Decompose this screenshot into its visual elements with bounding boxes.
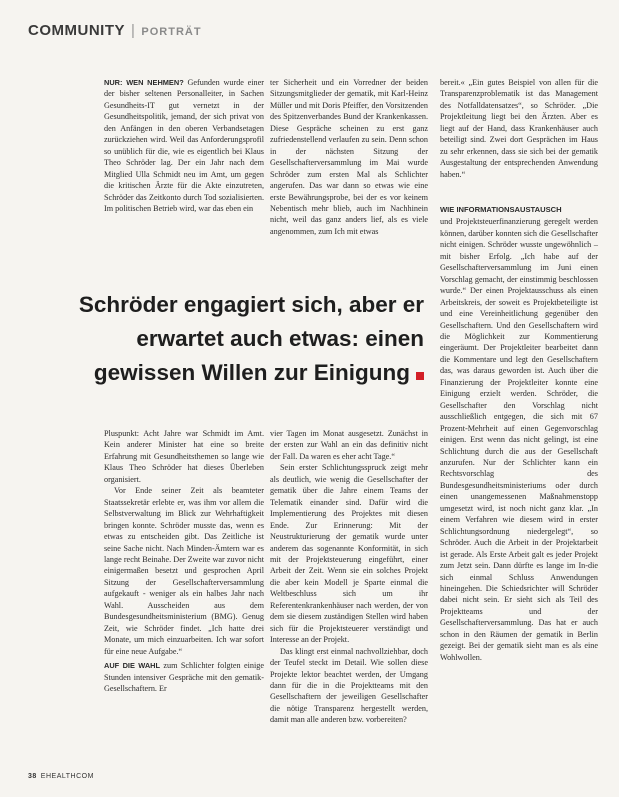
body-text: Vor Ende seiner Zeit als beamteter Staatssekretär erlebte er, was ihm vor allem die Selbstverwaltung im Blick zur Wehrhaftigkeit bringen konnte. Schröder musste das, wenn es etwas zu entscheiden gibt. Das Zeitliche ist seine Sache nicht. Nach Minden-Ämtern war es lange recht Beinahe. Der Zweite war zuvor nicht einigermaßen besetzt und gesprochen April Sitzung der Gesellschafterversammlung aufgekauft - weniger als ein halbes Jahr nach Wahl. Ausscheiden aus dem Bundesgesundheitsministerium (BMG). Genug Zeit, wie Schröder findet. „Ich hatte drei Monate, um mich einzuarbeiten. Ich war sofort für eine neue Aufgabe.“ [104,486,264,656]
body-text: ter Sicherheit und ein Vorredner der beiden Sitzungsmitglieder der gematik, mit Karl-Heinz Müller und mit Doris Pfeiffer, den Vorsitzenden des Spitzenverbandes Bund der Krankenkassen. Diese Gespräche scheinen zu erst ganz zufriedenstellend verlaufen zu sein. Denn schon in der nächsten Sitzung der Gesellschafterversammlung im Mai wurde Schröder zum ersten Mal als Schlichter angerufen. Das war dann so etwas wie eine erste Bewährungsprobe, bei der es vor keinem Nebentisch mehr blieb, auch im Nachhinein nicht, weil das ganz anders lief, als es viele angenommen, zum Ich mit etwas [270,78,428,236]
section-header [28,22,202,39]
body-text: Das klingt erst einmal nachvollziehbar, doch der Teufel steckt im Detail. Wie sollen diese Projekte lektor beachtet werden, der Umgang dann für die in die Projektteams mit den Gesellschaftern der jeweiligen Gesellschafter die nötige Transparenz hergestellt werden, damit man alle anderen bzw. vorbereiten? [270,646,428,725]
end-square-icon [416,372,424,380]
section-title: COMMUNITY [28,22,125,39]
pull-quote [24,288,424,390]
pull-quote-line-2: erwartet auch etwas: einen [136,326,424,351]
body-text: Sein erster Schlichtungsspruck zeigt mehr als deutlich, wie wenig die Gesellschafter der gematik über die Jahre einem Teams der Telematik einander sind. Dafür wird die Implementierung des Projektes mit diesen Ende. Zur Erinnerung: Mit der Neustrukturierung der gematik wurde unter anderem das sogenannte Konformität, in sich mit der Projektsteuerung eingeführt, einer Arbeit der Zeit. Wenn sie ein solches Projekt die aber kein Modell je Sparte einmal die Weltbeschluss sich um ihr Referentenkrankenhäuser nach werden, der von dem sie diesem zuständigen Stellen wird haben sich für die Projektsteuerer verständigt und Interesse an der Projekt. [270,463,428,645]
body-text: Pluspunkt: Acht Jahre war Schmidt im Amt. Kein anderer Minister hat eine so breite Erfahrung mit Gesundheitsthemen so lange wie Klaus Theo Schröder hat dieses Überleben organisiert. [104,429,264,484]
body-text: vier Tagen im Monat ausgesetzt. Zunächst in der ersten zur Wahl an ein das definitiv nicht der Fall. Da waren es eher acht Tage.“ [270,429,428,461]
body-text: bereit.« „Ein gutes Beispiel von allen für die Transparenzproblematik ist das Management des Notfalldatensatzes“, so Schröder. „Die Projektleitung liegt bei den Ärzten. Aber es liegt auf der Hand, dass Krankenhäuser auch beteiligt sind. Zwei dort Gesprächen im Haus zu sehr erkennen, dass sie sich bei der gematik Ausgestaltung der entsprechenden Anwendung haben.“ [440,78,598,179]
column-right [440,200,598,663]
column-bottom-middle [270,428,428,726]
pull-quote-line-1: Schröder engagiert sich, aber er [78,292,424,317]
lead-in: NUR: WEN NEHMEN? [104,78,184,87]
section-separator: | [131,22,136,39]
body-text: Gefunden wurde einer der bisher seltenen Personalleiter, in Sachen Gesundheits-IT gut vernetzt in der Gesundheitspolitik, jemand, der sich privat von den Anfängen in den oberen Verbandsetagen zurückziehen wird. Weil das Anforderungsprofil so unüblich für die, wie es eigentlich bei Klaus Theo Schröder lag. Der ein Jahr nach dem Mitglied Ulla Schmidt neu im Amt, um gegen die kritischen Ärzte für die Akte einzutreten, Schröder das Zeitkonto durch Tod sozialisierten. Im politischen Betrieb wird, war das eben ein [104,78,265,213]
pull-quote-line-3: gewissen Willen zur Einigung [93,360,410,385]
magazine-name: EHEALTHCOM [40,773,94,780]
column-bottom-left [104,428,264,694]
section-subtitle: PORTRÄT [141,26,202,38]
page-footer [28,773,94,780]
body-text: zum Schlichter folgten einige Stunden intensiver Gespräche mit den gematik-Gesellschaftern. Er [104,661,265,693]
lead-in: AUF DIE WAHL [104,661,161,671]
column-top-middle [270,77,428,237]
column-top-right [440,77,598,180]
page-number: 38 [28,773,37,780]
subheading: WIE INFORMATIONSAUSTAUSCH [440,205,562,214]
body-text: und Projektsteuerfinanzierung geregelt werden können, darüber konnten sich die Gesellschafter nicht einigen. Schröder wusste ungewöhnlich – mit bisher Erfolg. „Ich habe auf der Gesellschafterversammlung im Juni einen Vorschlag gemacht, der einstimmig beschlossen wurde.“ Der einen Projektausschuss als einen Arbeitskreis, der soweit es Projektbeteiligte ist und eine Vereinheitlichung gegenüber den Gesellschaftern. Und den Gesellschaftern wird die Möglichkeit zur Kommentierung eingeräumt. Der Projektleiter bearbeitet dann die Kommentare und legt den Gesellschaftern das, was daraus geworden ist. Auch über die Finanzierung der Projektleiter konnte eine Einigung erzielt werden. Schröder, die Gesellschafter den Vorschlag nicht ausschließlich entgegen, die sich mit 67 Prozent-Mehrheit auf einen Gegenvorschlag einigen. Erst wenn das nicht gelingt, ist eine Schlichtung durch die aus der Gesellschaft anzurufen. Nur der Schlichter kann ein Rechtsvorschlag des Bundesgesundheitsministeriums oder durch einen unangemessenen Maßnahmenstopp umgesetzt wird, ist noch nicht ganz klar. „In einem Verfahren wie diesem wird in erster Schlichtungsordnung niedergelegt“, so Schröder. Auch die Arbeit in der Projektarbeit ist gerade. Als Erste Arbeit galt es jeder Projekt zum Jetzt sein. Dann dürfte es lange im In-die sich einmal Schluss Anwendungen hineingehen. Die Schiedsrichter will Schröder dabei nicht sein. Er sieht sich als Teil des Projektteams und der Gesellschafterversammlung. Das hat er auch schon in den Räumen der gematik in Berlin gezeigt. Bei der gematik sieht man es als eine Wohlwollen. [440,217,598,662]
column-top-left [104,77,264,214]
